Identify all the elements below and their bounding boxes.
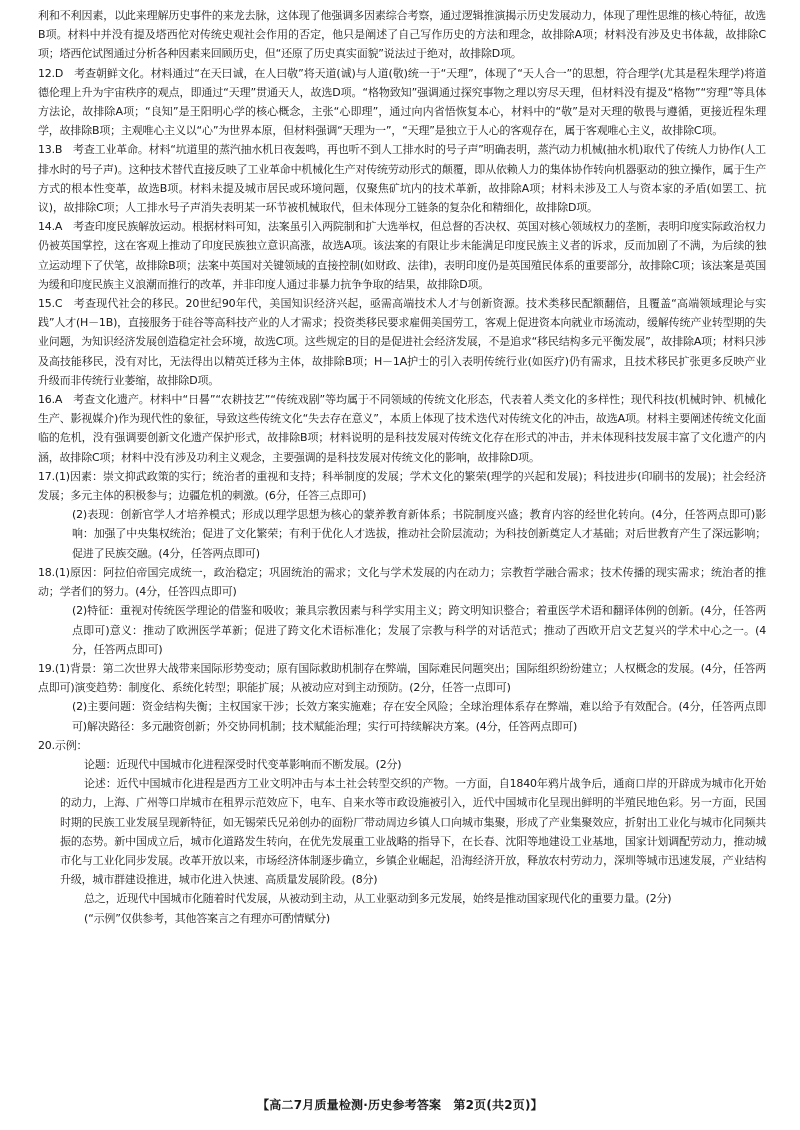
answer-17	[38, 467, 766, 563]
intro-paragraph: 利和不利因素，以此来理解历史事件的来龙去脉，这体现了他强调多因素综合考察，通过逻辑推演揭示历史发展动力，体现了理性思维的核心特征，故选B项。材料中并没有提及塔西佗对传统史观社会作用的否定，他只是阐述了自己写作历史的方法和理念，故排除A项；材料没有涉及史书体裁，故排除C项；塔西佗试图通过分析各种因素来回顾历史，但“还原了历史真实面貌”说法过于绝对，故排除D项。	[38, 9, 766, 61]
answer-17-part1: 17.(1)因素：崇文抑武政策的实行；统治者的重视和支持；科举制度的发展；学术文化的繁荣(理学的兴起和发展)；科技进步(印刷书的发展)；社会经济发展；多元主体的积极参与；边疆危机的刺激。(6分，任答三点即可)	[38, 469, 766, 503]
answer-14-text: 14.A 考查印度民族解放运动。根据材料可知，法案虽引入两院制和扩大选举权，但总督的否决权、英国对核心领域权力的垄断，表明印度实际政治权力仍被英国掌控，这在客观上推动了印度民族独立意识高涨，故选A项。该法案的有限让步未能满足印度民族主义者的诉求，反而加剧了不满，为后续的独立运动埋下了伏笔，故排除B项；法案中英国对关键领域的直接控制(如财政、法律)，表明印度仍是英国殖民体系的重要部分，故排除C项；该法案是英国为缓和印度民族主义浪潮而推行的改革，并非印度人通过非暴力抗争争取的结果，故排除D项。	[38, 220, 766, 291]
answer-15-text: 15.C 考查现代社会的移民。20世纪90年代，美国知识经济兴起，亟需高端技术人才与创新资源。技术类移民配额翻倍，且覆盖“高端领域理论与实践”人才(H－1B)，直接服务于硅谷等高科技产业的人才需求；投资类移民要求雇佣美国劳工，客观上促进资本向就业市场流动，缓解传统产业转型期的失业问题，为知识经济发展创造稳定社会环境，故选C项。这些规定的目的是促进社会经济发展，不是追求“移民结构多元平衡发展”，故排除A项；材料只涉及高技能移民，没有对比，无法得出以精英迁移为主体，故排除B项；H－1A护士的引入表明传统行业(如医疗)仍有需求，且技术移民扩张更多反映产业升级而非传统行业萎缩，故排除D项。	[38, 297, 766, 387]
answer-18-part2: (2)特征：重视对传统医学理论的借鉴和吸收；兼具宗教因素与科学实用主义；跨文明知识整合；着重医学术语和翻译体例的创新。(4分，任答两点即可)意义：推动了欧洲医学革新；促进了跨文化术语标准化；发展了宗教与科学的对话范式；推动了西欧开启文艺复兴的学术中心之一。(4分，任答两点即可)	[72, 604, 766, 656]
answer-13-text: 13.B 考查工业革命。材料“坑道里的蒸汽抽水机日夜轰鸣，再也听不到人工排水时的号子声”明确表明，蒸汽动力机械(抽水机)取代了传统人力协作(人工排水时的号子声)。这种技术替代直接反映了工业革命中机械化生产对传统劳动形式的颠覆，即从依赖人力的集体协作转向机器驱动的独立操作，属于生产方式的根本性变革，故选B项。材料未提及城市居民或环境问题，仅聚焦矿坑内的技术革新，故排除A项；材料未涉及工人与资本家的矛盾(如罢工、抗议)，故排除C项；人工排水号子声消失表明某一环节被机械取代，但未体现分工链条的复杂化和精细化，故排除D项。	[38, 143, 766, 215]
answer-19	[38, 659, 766, 736]
answer-14	[38, 217, 766, 294]
answer-13	[38, 140, 766, 217]
answer-16	[38, 390, 766, 467]
answer-20-note: (“示例”仅供参考，其他答案言之有理亦可酌情赋分)	[84, 911, 330, 925]
page-footer: 【高二7月质量检测·历史参考答案 第2页(共2页)】	[257, 1098, 543, 1112]
answer-20	[38, 736, 766, 928]
answer-18-part1: 18.(1)原因：阿拉伯帝国完成统一，政治稳定；巩固统治的需求；文化与学术发展的内在动力；宗教哲学融合需求；技术传播的现实需求；统治者的推动；学者们的努力。(4分，任答四点即可)	[38, 565, 766, 599]
answer-20-summary: 总之，近现代中国城市化随着时代发展，从被动到主动，从工业驱动到多元发展，始终是推动国家现代化的重要力量。(2分)	[84, 892, 672, 906]
answer-20-thesis: 论题：近现代中国城市化进程深受时代变革影响而不断发展。(2分)	[84, 757, 402, 771]
answer-20-argument: 论述：近代中国城市化进程是西方工业文明冲击与本土社会转型交织的产物。一方面，自1840年鸦片战争后，通商口岸的开辟成为城市化开始的动力，上海、广州等口岸城市在租界示范效应下，电车、自来水等市政设施被引入，近代中国城市化呈现出鲜明的半殖民地色彩。另一方面，民国时期的民族工业发展呈现新特征，如无锡荣氏兄弟创办的面粉厂带动周边乡镇人口向城市集聚，形成了产业集聚效应，折射出工业化与城市化同频共振的态势。新中国成立后，城市化道路发生转向，在优先发展重工业战略的指导下，在长春、沈阳等地建设工业基地，国家计划调配劳动力，推动城市化与工业化同步发展。改革开放以来，市场经济体制逐步确立，乡镇企业崛起，沿海经济开放，释放农村劳动力，深圳等城市迅速发展，产业结构升级，城市群建设推进，城市化进入快速、高质量发展阶段。(8分)	[60, 777, 766, 887]
answer-12	[38, 64, 766, 141]
answer-16-text: 16.A 考查文化遗产。材料中“日晷”“农耕技艺”“传统戏剧”等均属于不同领域的传统文化形态，代表着人类文化的多样性；现代科技(机械时钟、机械化生产、影视媒介)作为现代性的象征，导致这些传统文化“失去存在意义”，本质上体现了技术迭代对传统文化的冲击，故选A项。材料主要阐述传统文化面临的危机，没有强调要创新文化遗产保护形式，故排除B项；材料说明的是科技发展对传统文化存在形式的冲击，并未体现科技发展丰富了文化遗产的内涵，故排除C项；材料中没有涉及功利主义观念，主要强调的是科技发展对传统文化的影响，故排除D项。	[38, 393, 766, 464]
answer-page	[38, 6, 766, 928]
answer-19-part2: (2)主要问题：资金结构失衡；主权国家干涉；长效方案实施难；存在安全风险；全球治理体系存在弊端，难以给予有效配合。(4分，任答两点即可)解决路径：多元融资创新；外交协同机制；技术赋能治理；实行可持续解决方案。(4分，任答两点即可)	[72, 700, 766, 733]
answer-19-part1: 19.(1)背景：第二次世界大战带来国际形势变动；原有国际救助机制存在弊端，国际难民问题突出；国际组织纷纷建立；人权概念的发展。(4分，任答两点即可)演变趋势：制度化、系统化转型；职能扩展；从被动应对到主动预防。(2分，任答一点即可)	[38, 661, 766, 695]
answer-15	[38, 294, 766, 390]
answer-20-heading: 20.示例：	[38, 738, 88, 752]
answer-18	[38, 563, 766, 659]
answer-12-text: 12.D 考查朝鲜文化。材料通过“在天曰诚，在人曰敬”将天道(诚)与人道(敬)统一于“天理”，体现了“天人合一”的思想，符合理学(尤其是程朱理学)将道德伦理上升为宇宙秩序的观点，即通过“天理”贯通天人，故选D项。“格物致知”强调通过探究事物之理以穷尽天理，但材料没有提及“格物”“穷理”等具体方法论，故排除A项；“良知”是王阳明心学的核心概念，主张“心即理”，通过向内省悟恢复本心，材料中的“敬”是对天理的敬畏与遵循，更接近程朱理学，故排除B项；主观唯心主义以“心”为世界本原，但材料强调“天理为一”，“天理”是独立于人心的客观存在，属于客观唯心主义，故排除C项。	[38, 66, 766, 138]
answer-17-part2: (2)表现：创新官学人才培养模式；形成以理学思想为核心的蒙养教育新体系；书院制度兴盛；教育内容的经世化转向。(4分，任答两点即可)影响：加强了中央集权统治；促进了文化繁荣；有利于优化人才选拔，推动社会阶层流动；为科技创新奠定人才基础；对后世教育产生了深远影响；促进了民族交融。(4分，任答两点即可)	[72, 508, 766, 560]
